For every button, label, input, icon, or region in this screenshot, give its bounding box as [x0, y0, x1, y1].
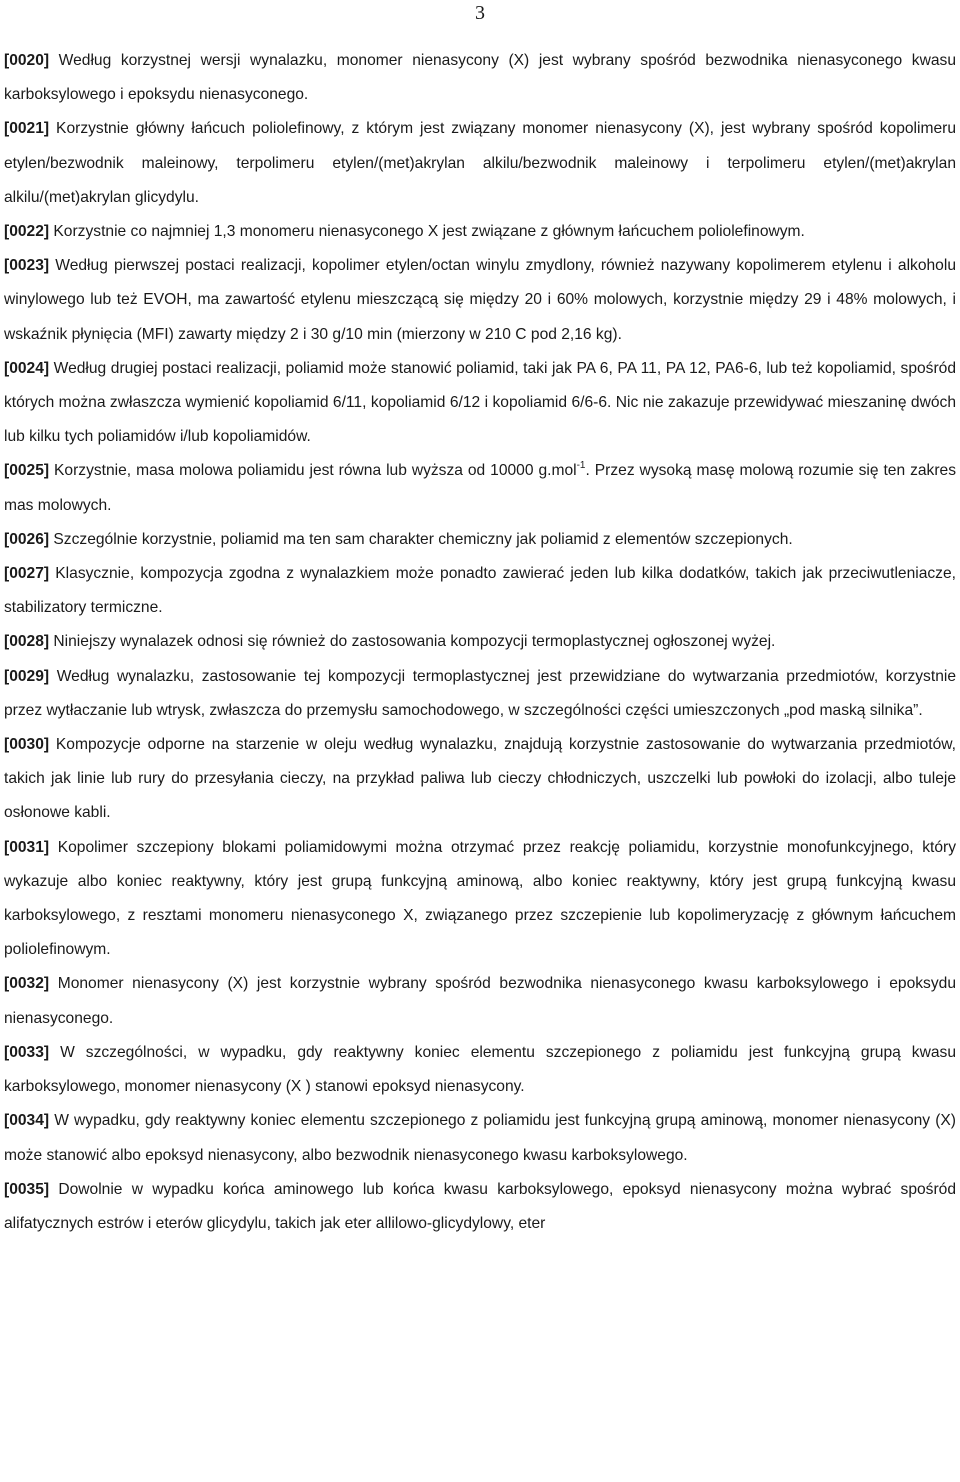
paragraph-0028 [4, 625, 956, 659]
paragraph-tag: [0031] [4, 838, 50, 856]
paragraph-text: Dowolnie w wypadku końca aminowego lub końca kwasu karboksylowego, epoksyd nienasycony można wybrać spośród alifatycznych estrów i eterów glicydylu, takich jak eter allilowo-glicydylowy, eter [4, 1180, 956, 1232]
paragraph-0029 [4, 660, 956, 728]
paragraph-tag: [0030] [4, 736, 50, 754]
paragraph-tag: [0023] [4, 257, 50, 275]
paragraph-text: Korzystnie co najmniej 1,3 monomeru nienasyconego X jest związane z głównym łańcuchem poliolefinowym. [49, 223, 805, 241]
paragraph-tag: [0034] [4, 1112, 50, 1130]
paragraph-0022 [4, 215, 956, 249]
paragraph-tag: [0022] [4, 223, 50, 241]
paragraph-0020 [4, 44, 956, 112]
paragraph-0023 [4, 249, 956, 352]
paragraph-0031 [4, 831, 956, 968]
paragraph-text-after: . Przez wysoką masę molową rozumie się ten zakres mas molowych. [4, 462, 957, 514]
paragraph-0030 [4, 728, 956, 831]
paragraph-text: Według pierwszej postaci realizacji, kopolimer etylen/octan winylu zmydlony, również nazywany kopolimerem etylenu i alkoholu winylowego lub też EVOH, ma zawartość etylenu mieszczącą się między 20 i 60% molowych, korzystnie między 29 i 48% molowych, i wskaźnik płynięcia (MFI) zawarty między 2 i 30 g/10 min (mierzony w 210 C pod 2,16 kg). [4, 257, 956, 343]
paragraph-0035 [4, 1173, 956, 1241]
paragraph-text: W wypadku, gdy reaktywny koniec elementu szczepionego z poliamidu jest funkcyjną grupą aminową, monomer nienasycony (X) może stanowić albo epoksyd nienasycony, albo bezwodnik nienasyconego kwasu karboksylowego. [4, 1112, 956, 1164]
paragraph-text: Według wynalazku, zastosowanie tej kompozycji termoplastycznej jest przewidziane do wytwarzania przedmiotów, korzystnie przez wytłaczanie lub wtrysk, zwłaszcza do przemysłu samochodowego, w szczególności części umieszczonych „pod maską silnika”. [4, 667, 956, 719]
paragraph-tag: [0027] [4, 565, 50, 583]
paragraph-tag: [0024] [4, 359, 50, 377]
page-number: 3 [475, 2, 485, 24]
paragraph-tag: [0029] [4, 667, 50, 685]
paragraph-0027 [4, 557, 956, 625]
paragraph-0026 [4, 523, 956, 557]
paragraph-text: Niniejszy wynalazek odnosi się również do zastosowania kompozycji termoplastycznej ogłoszonej wyżej. [49, 633, 776, 651]
paragraph-tag: [0033] [4, 1043, 50, 1061]
paragraph-text: W szczególności, w wypadku, gdy reaktywny koniec elementu szczepionego z poliamidu jest funkcyjną grupą kwasu karboksylowego, monomer nienasycony (X ) stanowi epoksyd nienasycony. [4, 1043, 956, 1096]
paragraph-tag: [0025] [4, 462, 50, 480]
paragraph-0024 [4, 352, 956, 455]
paragraph-tag: [0020] [4, 52, 50, 69]
document-body [4, 44, 956, 1241]
paragraph-text: Korzystnie, masa molowa poliamidu jest równa lub wyższa od 10000 g.mol [49, 462, 577, 480]
paragraph-0021 [4, 112, 956, 215]
superscript: -1 [576, 460, 586, 472]
paragraph-tag: [0028] [4, 633, 50, 651]
paragraph-text: Klasycznie, kompozycja zgodna z wynalazkiem może ponadto zawierać jeden lub kilka dodatków, takich jak przeciwutleniacze, stabilizatory termiczne. [4, 565, 956, 617]
paragraph-0033 [4, 1036, 956, 1104]
paragraph-text: Monomer nienasycony (X) jest korzystnie wybrany spośród bezwodnika nienasyconego kwasu karboksylowego i epoksydu nienasyconego. [4, 975, 956, 1027]
paragraph-tag: [0032] [4, 975, 50, 993]
paragraph-text: Korzystnie główny łańcuch poliolefinowy, z którym jest związany monomer nienasycony (X), jest wybrany spośród kopolimeru etylen/bezwodnik maleinowy, terpolimeru etylen/(met)akrylan alkilu/bezwodnik maleinowy i terpolimeru etylen/(met)akrylan alkilu/(met)akrylan glicydylu. [4, 120, 956, 206]
paragraph-text: Kopolimer szczepiony blokami poliamidowymi można otrzymać przez reakcję poliamidu, korzystnie monofunkcyjnego, który wykazuje albo koniec reaktywny, który jest grupą funkcyjną aminową, albo koniec reaktywny, który jest grupą funkcyjną kwasu karboksylowego, z resztami monomeru nienasyconego X, związanego przez szczepienie lub kopolimeryzację z głównym łańcuchem poliolefinowym. [4, 838, 956, 959]
paragraph-0034 [4, 1104, 956, 1172]
paragraph-0025 [4, 454, 956, 522]
paragraph-0032 [4, 967, 956, 1035]
paragraph-text: Według drugiej postaci realizacji, poliamid może stanowić poliamid, taki jak PA 6, PA 11, PA 12, PA6-6, lub też kopoliamid, spośród których można zwłaszcza wymienić kopoliamid 6/11, kopoliamid 6/12 i kopoliamid 6/6-6. Nic nie zakazuje przewidywać mieszaninę dwóch lub kilku tych poliamidów i/lub kopoliamidów. [4, 359, 956, 446]
paragraph-tag: [0021] [4, 120, 50, 138]
paragraph-text: Kompozycje odporne na starzenie w oleju według wynalazku, znajdują korzystnie zastosowanie do wytwarzania przedmiotów, takich jak linie lub rury do przesyłania cieczy, na przykład paliwa lub cieczy chłodniczych, uszczelki lub powłoki do izolacji, albo tuleje osłonowe kabli. [4, 736, 956, 822]
paragraph-text: Szczególnie korzystnie, poliamid ma ten sam charakter chemiczny jak poliamid z elementów szczepionych. [49, 530, 793, 548]
paragraph-tag: [0035] [4, 1180, 50, 1198]
paragraph-text: Według korzystnej wersji wynalazku, monomer nienasycony (X) jest wybrany spośród bezwodnika nienasyconego kwasu karboksylowego i epoksydu nienasyconego. [4, 52, 956, 104]
paragraph-tag: [0026] [4, 530, 50, 548]
